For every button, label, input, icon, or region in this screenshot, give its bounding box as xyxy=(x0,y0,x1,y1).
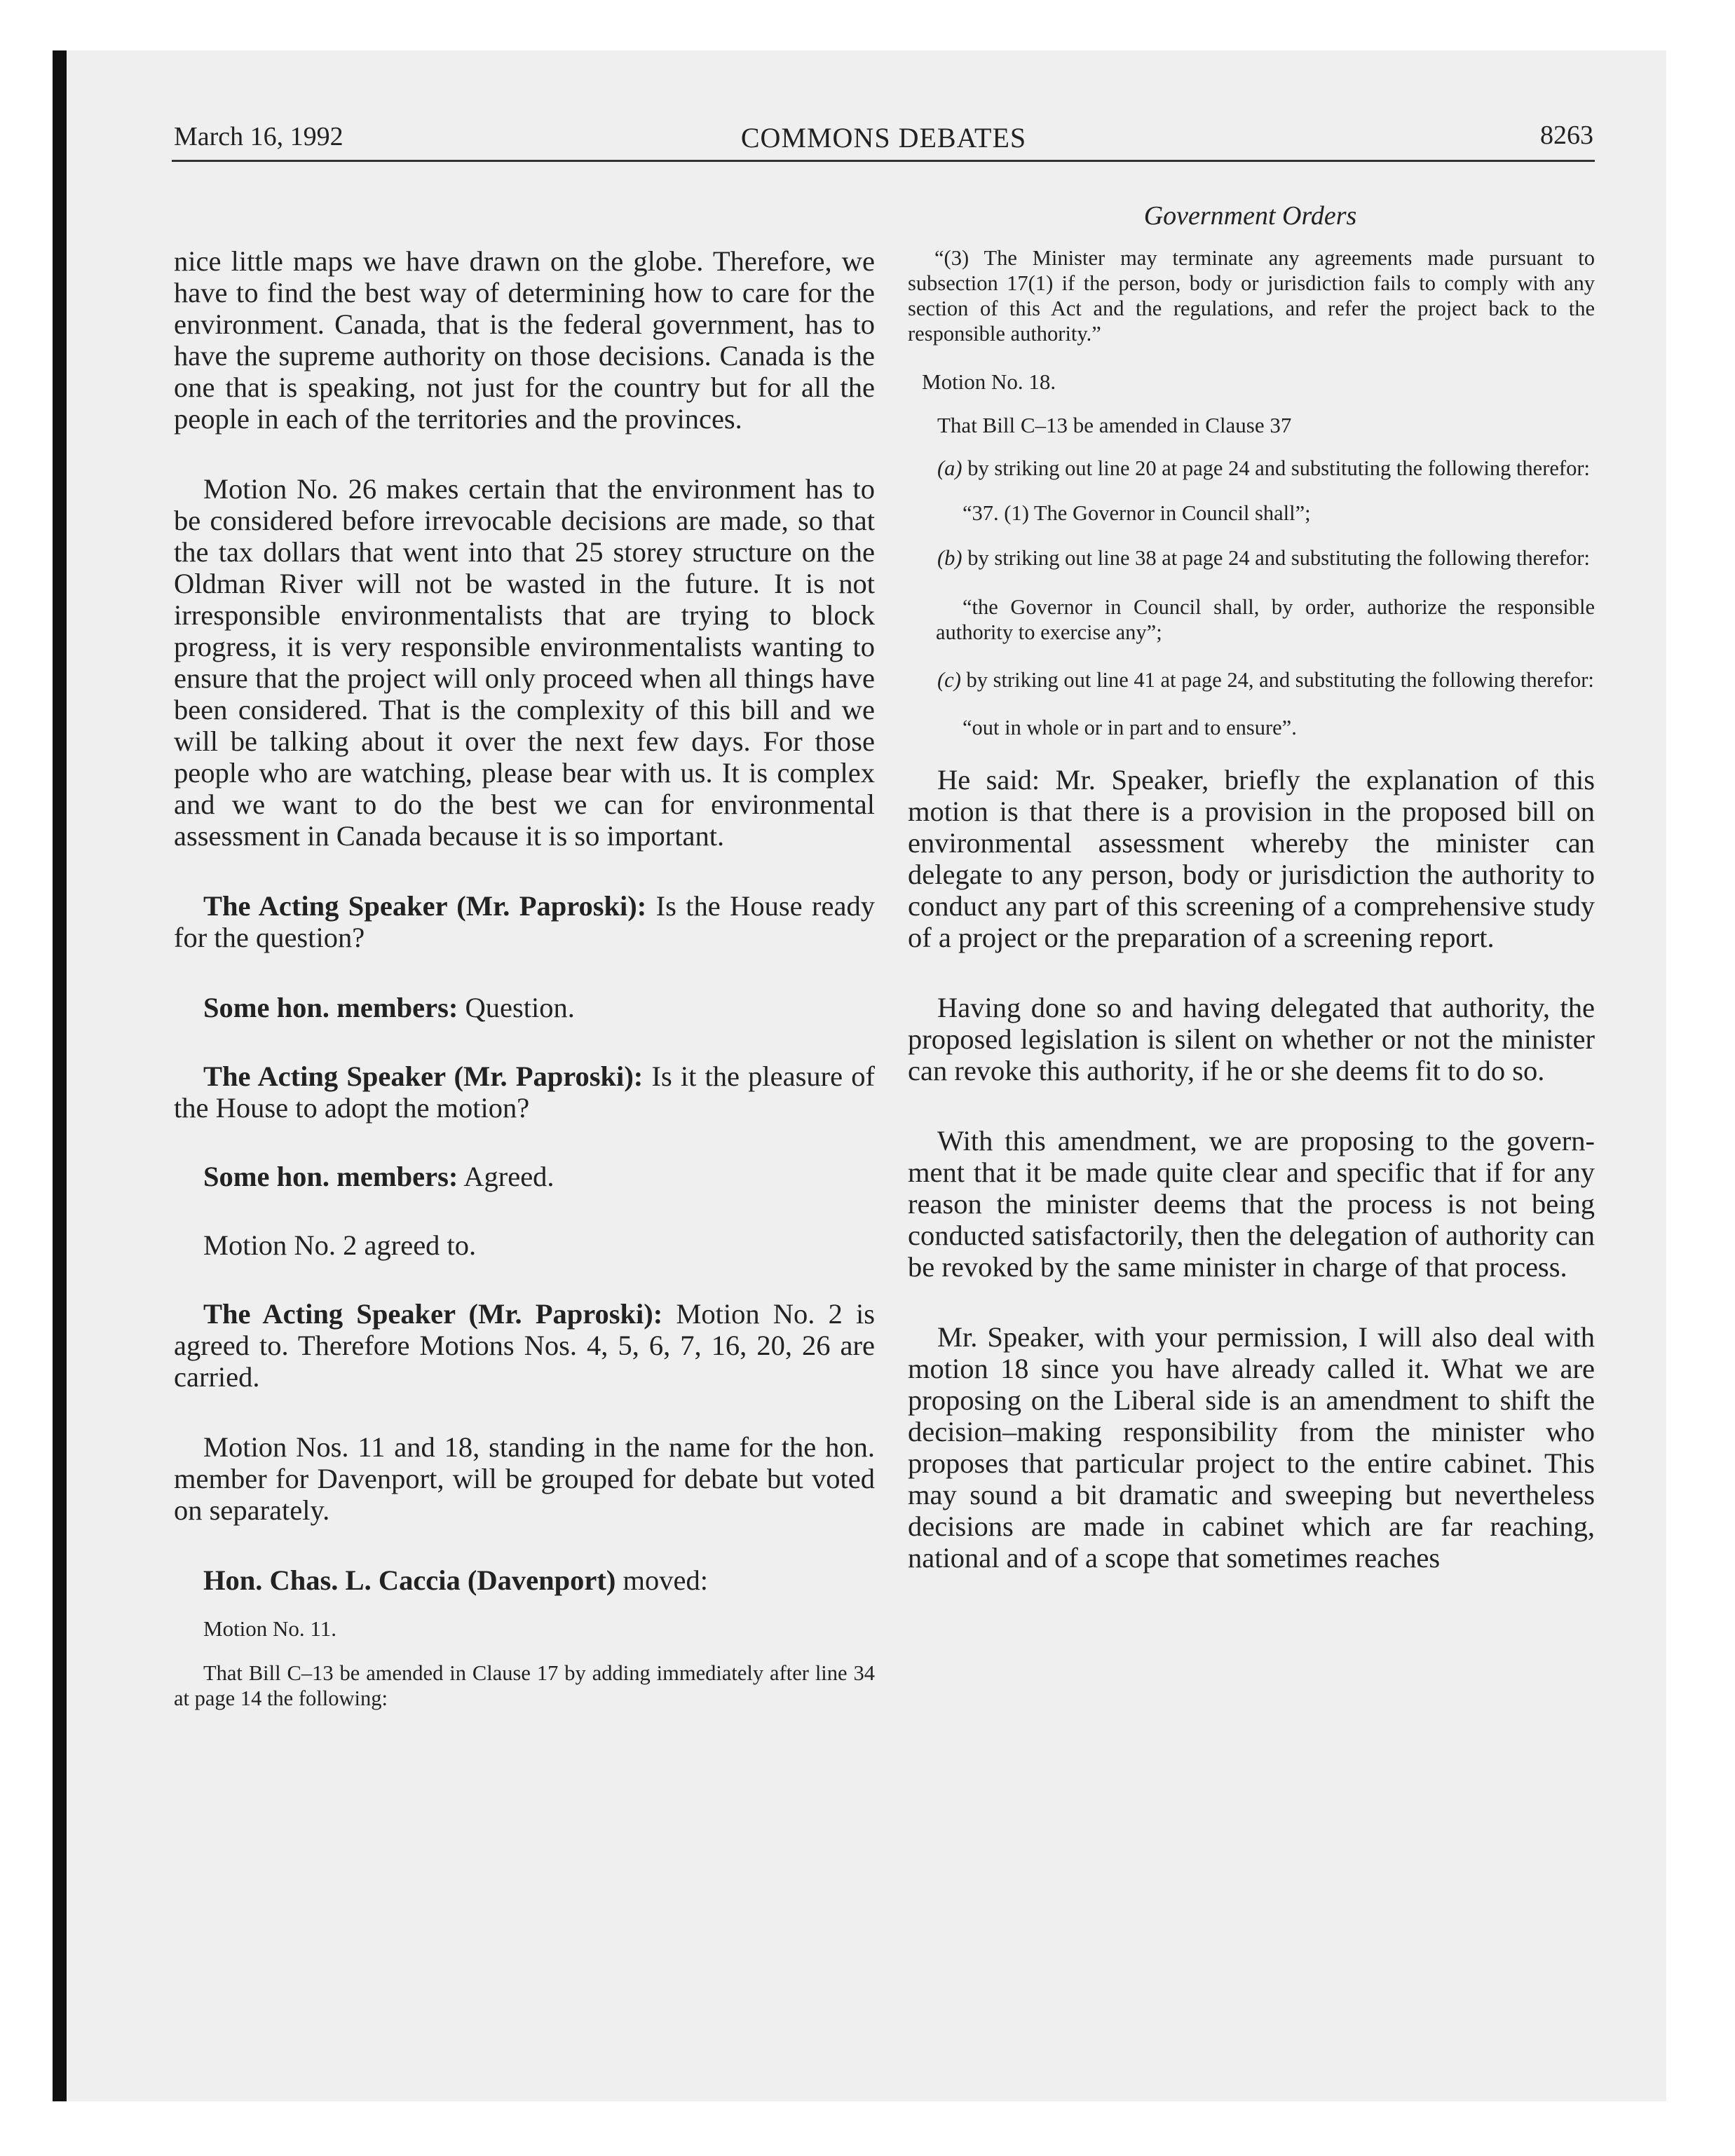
speaker-turn xyxy=(174,1564,875,1596)
amendment-item xyxy=(908,545,1595,571)
header-date: March 16, 1992 xyxy=(174,122,343,151)
item-label: (b) xyxy=(937,546,962,570)
paragraph: He said: Mr. Speaker, briefly the explanation of this motion is that there is a provision in the proposed bill on environmental assessment whereby the minister can delegate to any person, body or jurisdiction the authority to conduct any part of this screening of a comprehensive study of a project or the preparation of a screening report. xyxy=(908,764,1595,953)
speech-text: Question. xyxy=(458,992,575,1023)
amendment-quote: “out in whole or in part and to ensure”. xyxy=(962,716,1297,739)
item-text: by striking out line 20 at page 24 and substituting the following therefor: xyxy=(962,456,1590,480)
paragraph: With this amendment, we are proposing to the government that it be made quite clear and specific that if for any reason the minister deems that the process is not being conducted satisfactorily, then the delegation of authority can be revoked by the same minister in charge of that process. xyxy=(908,1125,1595,1283)
amendment-item xyxy=(908,456,1595,481)
speech-text: moved: xyxy=(615,1564,708,1596)
speaker-turn xyxy=(174,1298,875,1393)
amendment-quote: “37. (1) The Governor in Council shall”; xyxy=(962,501,1311,525)
item-text: by striking out line 41 at page 24, and substituting the following therefor: xyxy=(960,668,1594,692)
right-column xyxy=(908,245,1595,1574)
amendment-quote: “the Governor in Council shall, by order, authorize the responsible authority to exercise any”; xyxy=(936,595,1595,644)
motion-number: Motion No. 18. xyxy=(922,369,1056,394)
motion-text: That Bill C–13 be amended in Clause 37 xyxy=(937,413,1292,437)
speech-text: Motion No. 2 is agreed to. Therefore Motions Nos. 4, 5, 6, 7, 16, 20, 26 are carried. xyxy=(174,1298,875,1393)
item-label: (c) xyxy=(937,668,961,692)
paragraph: Mr. Speaker, with your permission, I will also deal with motion 18 since you have already called it. What we are proposing on the Liberal side is an amendment to shift the decision–making responsibility from the minister who proposes that particular project to the entire cabinet. This may sound a bit dramatic and sweeping but nevertheless decisions are made in cabinet which are far reaching, national and of a scope that sometimes reaches xyxy=(908,1321,1595,1574)
speaker-name: The Acting Speaker (Mr. Paproski): xyxy=(203,890,647,922)
motion-number: Motion No. 11. xyxy=(203,1616,337,1641)
quoted-clause: “(3) The Minister may terminate any agreements made pursuant to subsection 17(1) if the person, body or jurisdiction fails to comply with any section of this Act and the regulations, and refer the project back to the responsible authority.” xyxy=(908,246,1595,346)
speaker-name: The Acting Speaker (Mr. Paproski): xyxy=(203,1060,644,1092)
left-column xyxy=(174,245,875,1711)
header-page-number: 8263 xyxy=(1540,121,1593,150)
speaker-turn xyxy=(174,1060,875,1124)
speaker-name: Some hon. members: xyxy=(203,1161,458,1192)
motion-agreed: Motion No. 2 agreed to. xyxy=(203,1229,477,1261)
scan-edge xyxy=(53,50,67,2101)
item-label: (a) xyxy=(937,456,962,480)
speaker-name: Some hon. members: xyxy=(203,992,458,1023)
item-text: by striking out line 38 at page 24 and substituting the following therefor: xyxy=(962,546,1590,570)
speaker-turn xyxy=(174,992,875,1023)
speech-text: Is the House ready for the question? xyxy=(174,890,875,953)
section-title: Government Orders xyxy=(1143,201,1357,231)
paragraph: Motion Nos. 11 and 18, standing in the name for the hon. member for Davenport, will be grouped for debate but voted on separately. xyxy=(174,1431,875,1526)
page-header xyxy=(174,116,1593,158)
speech-text: Is it the pleasure of the House to adopt the motion? xyxy=(174,1060,875,1124)
motion-text: That Bill C–13 be amended in Clause 17 by adding immediately after line 34 at page 14 the following: xyxy=(174,1661,875,1710)
speaker-turn xyxy=(174,1161,875,1192)
paragraph: Having done so and having delegated that authority, the proposed legislation is silent on whether or not the minister can revoke this authority, if he or she deems fit to do so. xyxy=(908,992,1595,1086)
header-running-title: COMMONS DEBATES xyxy=(740,122,1027,153)
speaker-name: The Acting Speaker (Mr. Paproski): xyxy=(203,1298,663,1330)
paragraph: Motion No. 26 makes certain that the environment has to be considered before irrevocable decisions are made, so that the tax dollars that went into that 25 storey structure on the Oldman River will not be wasted in the future. It is not irresponsible environmentalists that are trying to block progress, it is very responsible environmentalists wanting to ensure that the project will only proceed when all things have been considered. That is the complexity of this bill and we will be talking about it over the next few days. For those people who are watching, please bear with us. It is complex and we want to do the best we can for environmental assessment in Canada because it is so important. xyxy=(174,473,875,852)
header-rule xyxy=(172,160,1595,162)
paragraph: nice little maps we have drawn on the globe. Therefore, we have to find the best way of determining how to care for the environment. Canada, that is the federal government, has to have the supreme authority on those decisions. Canada is the one that is speaking, not just for the country but for all the people in each of the territories and the provinces. xyxy=(174,245,875,435)
amendment-item xyxy=(908,667,1595,692)
speaker-name: Hon. Chas. L. Caccia (Davenport) xyxy=(203,1564,616,1596)
speaker-turn xyxy=(174,890,875,953)
speech-text: Agreed. xyxy=(458,1161,554,1192)
